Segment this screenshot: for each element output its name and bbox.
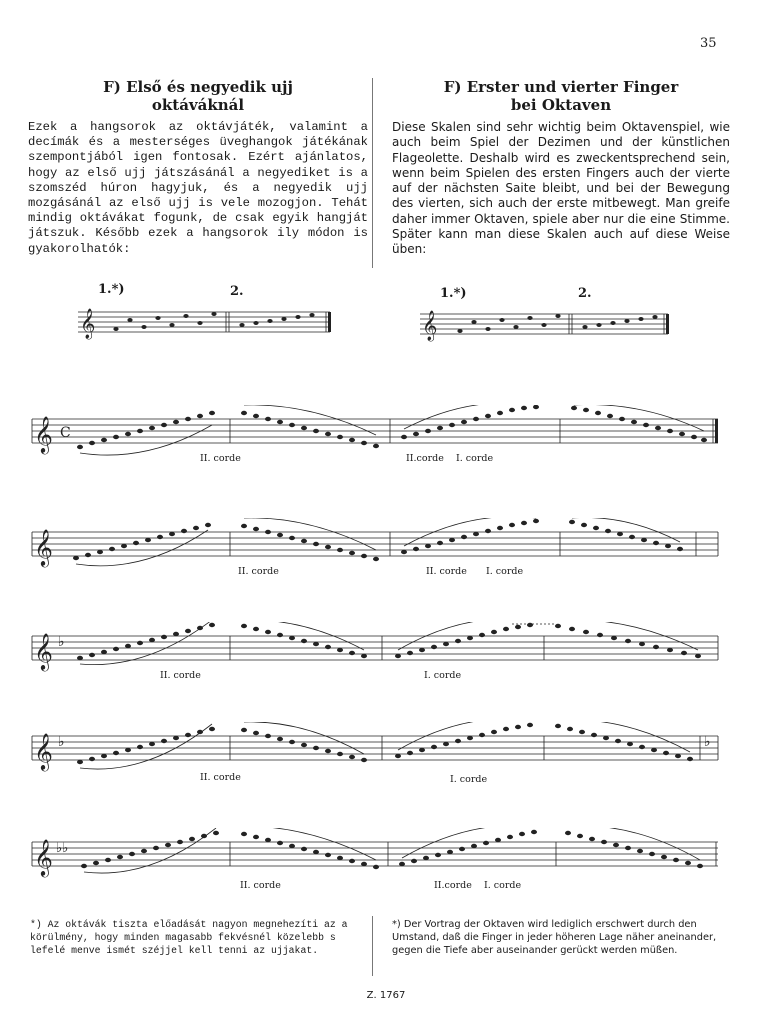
right-heading — [392, 78, 730, 114]
string-label: I. corde — [424, 670, 462, 681]
plate-number: Z. 1767 — [366, 990, 406, 1001]
string-label: II. corde — [240, 880, 281, 891]
svg-text:𝄞: 𝄞 — [80, 309, 96, 339]
right-heading-line2: bei Oktaven — [510, 96, 612, 114]
left-heading-line2: oktáváknál — [151, 96, 245, 114]
music-system-1 — [0, 405, 772, 465]
right-heading-line1: F) Erster und vierter Finger — [443, 78, 679, 96]
footnotes-divider — [372, 916, 373, 976]
svg-text:𝄞: 𝄞 — [34, 632, 53, 670]
string-label: II. corde — [200, 772, 241, 783]
staff-3 — [0, 622, 772, 682]
left-body-text: Ezek a hangsorok az oktávjáték, valamint a decímák és a mesterséges üveghangok játékának szempontjából igen fontosak. Ezért ajánlatos, hogy az első ujj játszásánál a negyediket is a szomszéd húron hagyjuk, és a negyedik ujj mozgásánál az első ujj is vele mozogjon. Tehát mindig oktávákat fogunk, de csak egyik hangját játszuk. Később ezek a hangsorok ily módon is gyakorolhatók: — [28, 120, 368, 256]
short-examples-staff — [0, 300, 772, 350]
page-number: 35 — [700, 36, 717, 51]
staff-5 — [0, 828, 772, 890]
left-heading — [28, 78, 368, 114]
staff-1 — [0, 405, 772, 465]
left-heading-line1: F) Első és negyedik ujj — [103, 78, 293, 96]
staff-2 — [0, 518, 772, 578]
left-example-label-1: 1.*) — [98, 282, 125, 297]
svg-text:𝄞: 𝄞 — [34, 415, 53, 453]
right-example-label-2: 2. — [578, 286, 592, 301]
string-label: II. corde — [238, 566, 279, 577]
svg-text:♭: ♭ — [58, 734, 65, 750]
string-label: I. corde — [456, 453, 494, 464]
staff-4 — [0, 722, 772, 784]
string-label: I. corde — [484, 880, 522, 891]
music-system-5 — [0, 828, 772, 890]
short-examples — [0, 300, 772, 350]
string-label: II.corde — [406, 453, 444, 464]
svg-text:𝄞: 𝄞 — [34, 838, 53, 876]
string-label: II. corde — [426, 566, 467, 577]
music-system-2 — [0, 518, 772, 578]
right-body-text: Diese Skalen sind sehr wichtig beim Oktavenspiel, wie auch beim Spiel der Dezimen und der künstlichen Flageolette. Deshalb wird es zweckentsprechend sein, wenn beim Spielen des ersten Fingers auch der vierte auf der nächsten Saite bleibt, und bei der Bewegung des vierten, sich auch der erste mitbewegt. Man greife daher immer Oktaven, spiele aber nur die eine Stimme. Später kann man diese Skalen auch auf diese Weise üben: — [392, 120, 730, 257]
svg-text:♭: ♭ — [704, 734, 711, 750]
svg-text:𝄞: 𝄞 — [34, 528, 53, 566]
svg-text:𝄞: 𝄞 — [34, 732, 53, 770]
svg-text:𝄞: 𝄞 — [422, 311, 438, 341]
music-system-4 — [0, 722, 772, 784]
right-column — [392, 78, 730, 258]
left-column — [28, 78, 368, 257]
string-label: I. corde — [486, 566, 524, 577]
footnote-left: *) Az oktávák tiszta előadását nagyon megnehezíti az a körülmény, hogy minden magasabb fekvésnél közelebb s lefelé menve ismét széjjel kell tenni az ujjakat. — [30, 919, 348, 956]
footnote-right: *) Der Vortrag der Oktaven wird lediglich erschwert durch den Umstand, daß die Finger in jeder höheren Lage näher aneinander, gegen die Tiefe aber auseinander gerückt werden müßen. — [392, 919, 717, 956]
string-label: I. corde — [450, 774, 488, 785]
left-example-label-2: 2. — [230, 284, 244, 299]
short-example-notes — [113, 312, 657, 333]
svg-text:C: C — [60, 425, 71, 441]
string-label: II.corde — [434, 880, 472, 891]
right-example-label-1: 1.*) — [440, 286, 467, 301]
string-label: II. corde — [200, 453, 241, 464]
music-system-3 — [0, 622, 772, 682]
svg-text:♭♭: ♭♭ — [56, 841, 69, 856]
column-divider — [372, 78, 373, 268]
svg-text:♭: ♭ — [58, 634, 65, 650]
string-label: II. corde — [160, 670, 201, 681]
